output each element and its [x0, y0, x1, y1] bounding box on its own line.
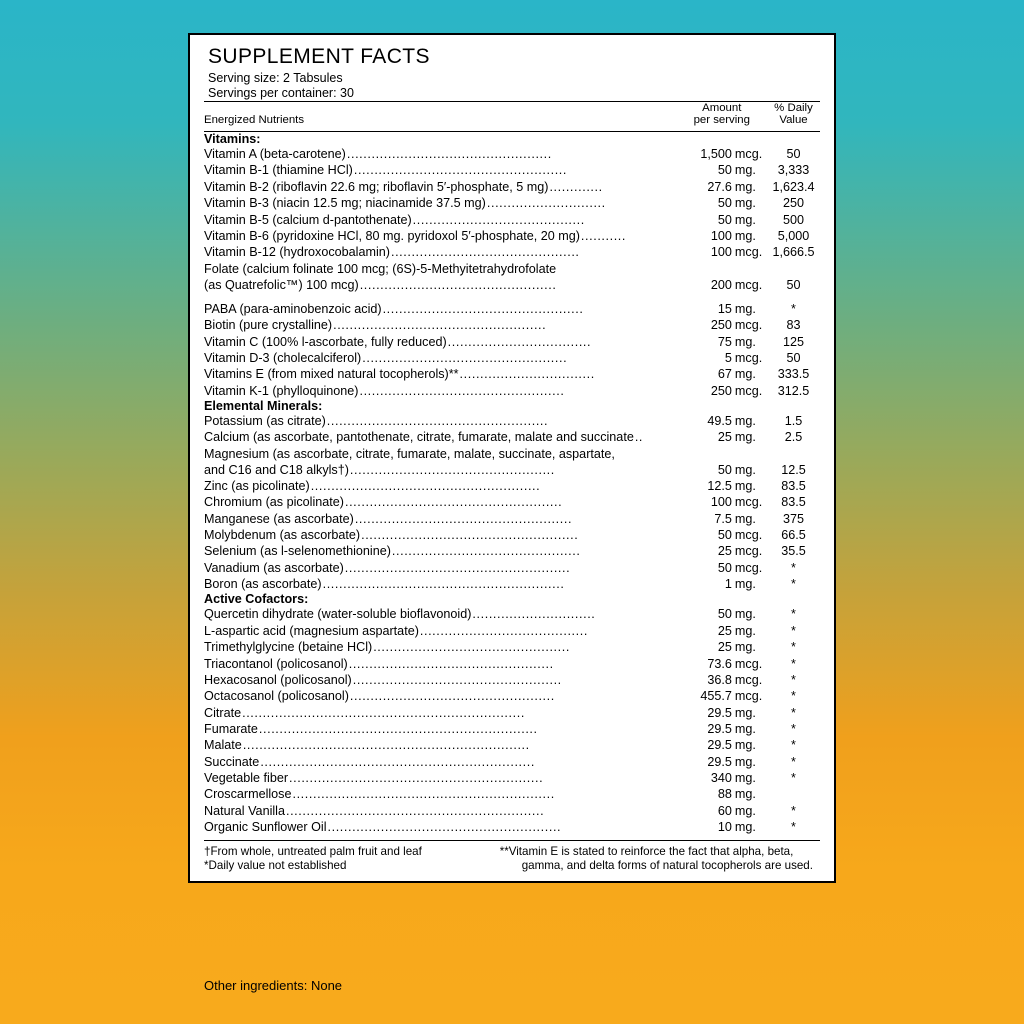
nutrient-amount: 25 [717, 640, 732, 655]
nutrient-amount: 7.5 [714, 511, 732, 526]
nutrient-name: Molybdenum (as ascorbate) [204, 528, 361, 543]
nutrient-name: Vitamin B-5 (calcium d-pantothenate) [204, 212, 412, 227]
nutrient-dv: * [791, 656, 796, 671]
nutrient-amount: 50 [717, 212, 732, 227]
nutrient-name: Vanadium (as ascorbate) [204, 560, 344, 575]
nutrient-unit: mcg. [734, 544, 763, 559]
nutrient-name: Octacosanol (policosanol) [204, 689, 349, 704]
table-row: Zinc (as picolinate)........................................................ 12.5 mg. 83.5 [204, 478, 820, 494]
section-heading: Vitamins: [204, 132, 261, 147]
nutrient-name: Vitamin K-1 (phylloquinone) [204, 383, 359, 398]
nutrient-name: Citrate [204, 705, 242, 720]
page-title: SUPPLEMENT FACTS [208, 45, 430, 68]
nutrient-amount: 5 [724, 350, 732, 365]
nutrient-dv: 3,333 [777, 163, 810, 178]
nutrient-dv: * [791, 607, 796, 622]
table-row: Biotin (pure crystalline).................................................... 250 mcg. 83 [204, 317, 820, 333]
nutrient-unit: mg. [734, 196, 756, 211]
nutrient-amount: 36.8 [707, 672, 732, 687]
nutrient-amount: 88 [717, 787, 732, 802]
nutrient-name: Trimethylglycine (betaine HCl) [204, 640, 373, 655]
footnote-daily-value: *Daily value not established [204, 858, 347, 872]
nutrient-unit: mg. [734, 179, 756, 194]
nutrient-amount: 73.6 [707, 656, 732, 671]
table-row [204, 261, 820, 277]
nutrient-unit: mg. [734, 738, 756, 753]
nutrient-amount: 10 [717, 820, 732, 835]
nutrient-dv: 2.5 [784, 430, 803, 445]
nutrient-amount: 50 [717, 163, 732, 178]
table-row: Vitamin B-5 (calcium d-pantothenate).......................................... 50 mg. 500 [204, 212, 820, 228]
nutrient-dv: 1.5 [784, 414, 803, 429]
table-row: Selenium (as l-selenomethionine).............................................. 25 mcg. 35.5 [204, 543, 820, 559]
nutrient-unit: mg. [734, 228, 756, 243]
nutrient-dv: * [791, 738, 796, 753]
nutrient-amount: 50 [717, 462, 732, 477]
nutrient-unit: mcg. [734, 350, 763, 365]
nutrient-dv: 83.5 [781, 495, 806, 510]
nutrient-dv: 50 [786, 277, 801, 292]
nutrient-name: Triacontanol (policosanol) [204, 656, 348, 671]
table-row: Triacontanol (policosanol).................................................. 73.6 mcg. * [204, 656, 820, 672]
nutrient-name: Vitamin B-1 (thiamine HCl) [204, 163, 353, 178]
nutrient-name: Croscarmellose [204, 787, 292, 802]
nutrient-unit: mg. [734, 367, 756, 382]
nutrient-unit: mcg. [734, 383, 763, 398]
nutrient-amount: 29.5 [707, 738, 732, 753]
nutrient-unit: mcg. [734, 318, 763, 333]
table-row: Succinate................................................................... 29.5 mg. * [204, 754, 820, 770]
facts-table [204, 101, 820, 841]
table-row: Organic Sunflower Oil......................................................... 10 mg. * [204, 819, 820, 835]
table-row: Fumarate.................................................................... 29.5 mg. * [204, 721, 820, 737]
nutrient-dv: * [791, 672, 796, 687]
table-row: Vitamin B-12 (hydroxocobalamin).............................................. 100 mcg. 1,666.5 [204, 244, 820, 260]
nutrient-amount: 250 [710, 383, 732, 398]
nutrient-amount: 50 [717, 196, 732, 211]
nutrient-amount: 67 [717, 367, 732, 382]
nutrient-name: Potassium (as citrate) [204, 414, 326, 429]
footnote-left [204, 845, 487, 873]
nutrient-unit: mg. [734, 623, 756, 638]
nutrient-dv: 500 [782, 212, 804, 227]
footnote-right [500, 845, 820, 873]
table-row: Chromium (as picolinate)..................................................... 100 mcg. 83.5 [204, 494, 820, 510]
table-row: Vitamin B-6 (pyridoxine HCl, 80 mg. pyridoxol 5′-phosphate, 20 mg)........... 100 mg. 5,000 [204, 228, 820, 244]
table-row: Vanadium (as ascorbate)....................................................... 50 mcg. * [204, 560, 820, 576]
nutrient-unit: mg. [734, 705, 756, 720]
nutrient-amount: 100 [710, 495, 732, 510]
nutrient-dv: 12.5 [781, 462, 806, 477]
nutrient-amount: 60 [717, 803, 732, 818]
nutrient-unit: mcg. [734, 656, 763, 671]
nutrient-dv: 83.5 [781, 478, 806, 493]
nutrient-name: Vitamin B-2 (riboflavin 22.6 mg; riboflavin 5′-phosphate, 5 mg) [204, 179, 549, 194]
nutrient-name: Vitamin A (beta-carotene) [204, 147, 346, 162]
nutrient-dv: 35.5 [781, 544, 806, 559]
table-row: L-aspartic acid (magnesium aspartate)......................................... 25 mg. * [204, 623, 820, 639]
table-row: Vitamin B-3 (niacin 12.5 mg; niacinamide 37.5 mg)............................. 50 mg. 250 [204, 195, 820, 211]
nutrient-dv: 5,000 [777, 228, 810, 243]
nutrient-dv: 375 [782, 511, 804, 526]
nutrient-name: Biotin (pure crystalline) [204, 318, 333, 333]
nutrient-amount: 50 [717, 607, 732, 622]
nutrient-name: Magnesium (as ascorbate, citrate, fumarate, malate, succinate, aspartate, [204, 446, 615, 461]
nutrient-name: Fumarate [204, 721, 258, 736]
servings-per-container-line [208, 86, 820, 101]
other-ingredients: Other ingredients: None [204, 978, 343, 993]
section-heading: Elemental Minerals: [204, 399, 323, 414]
nutrient-name: Organic Sunflower Oil [204, 820, 327, 835]
nutrient-dv: * [791, 705, 796, 720]
nutrient-name: Selenium (as l-selenomethionine) [204, 544, 391, 559]
nutrient-dv: * [791, 689, 796, 704]
nutrient-unit: mg. [734, 334, 756, 349]
nutrient-dv: * [791, 803, 796, 818]
nutrient-amount: 25 [717, 623, 732, 638]
nutrient-unit: mcg. [734, 245, 763, 260]
nutrient-name: Malate [204, 738, 242, 753]
nutrient-unit: mg. [734, 787, 756, 802]
nutrient-amount: 27.6 [707, 179, 732, 194]
servings-per-container-value: 30 [340, 85, 354, 100]
table-row: Vegetable fiber.............................................................. 340 mg. * [204, 770, 820, 786]
col-header-amount: Amount per serving [693, 101, 750, 126]
footnote-vitamin-e-l2: gamma, and delta forms of natural tocopherols are used. [521, 858, 813, 872]
nutrient-unit: mg. [734, 640, 756, 655]
nutrient-unit: mg. [734, 212, 756, 227]
table-row: and C16 and C18 alkyls†).................................................. 50 mg. 12.5 [204, 462, 820, 478]
nutrient-amount: 29.5 [707, 721, 732, 736]
nutrient-amount: 29.5 [707, 705, 732, 720]
nutrient-dv: 50 [786, 350, 801, 365]
table-row: Octacosanol (policosanol).................................................. 455.7 mcg. * [204, 688, 820, 704]
nutrient-unit: mg. [734, 430, 756, 445]
nutrient-dv: 250 [782, 196, 804, 211]
nutrient-name: PABA (para-aminobenzoic acid) [204, 301, 382, 316]
nutrient-name: L-aspartic acid (magnesium aspartate) [204, 623, 419, 638]
table-row: Molybdenum (as ascorbate)..................................................... 50 mcg. 66.5 [204, 527, 820, 543]
nutrient-amount: 29.5 [707, 754, 732, 769]
nutrient-unit: mg. [734, 771, 756, 786]
table-row: PABA (para-aminobenzoic acid)................................................. 15 mg. * [204, 301, 820, 317]
nutrient-unit: mg. [734, 577, 756, 592]
nutrient-amount: 250 [710, 318, 732, 333]
nutrient-dv: 1,666.5 [772, 245, 815, 260]
nutrient-unit: mg. [734, 478, 756, 493]
nutrient-name: Vitamin C (100% l-ascorbate, fully reduced) [204, 334, 447, 349]
nutrient-unit: mcg. [734, 528, 763, 543]
table-row: Potassium (as citrate)...................................................... 49.5 mg. 1.5 [204, 413, 820, 429]
nutrient-amount: 1 [724, 577, 732, 592]
nutrient-dv: * [791, 771, 796, 786]
nutrient-amount: 12.5 [707, 478, 732, 493]
nutrient-name: Natural Vanilla [204, 803, 285, 818]
table-header-row [204, 102, 820, 127]
nutrient-dv: * [791, 560, 796, 575]
nutrient-dv: * [791, 577, 796, 592]
nutrient-dv: 333.5 [777, 367, 810, 382]
table-row: Vitamin C (100% l-ascorbate, fully reduced)................................... 75 mg. 125 [204, 334, 820, 350]
nutrient-name: Chromium (as picolinate) [204, 495, 344, 510]
section-heading: Active Cofactors: [204, 592, 309, 607]
col-header-nutrients: Energized Nutrients [204, 113, 305, 126]
footnotes [204, 845, 820, 873]
nutrient-amount: 455.7 [700, 689, 732, 704]
table-row: Manganese (as ascorbate)..................................................... 7.5 mg. 375 [204, 511, 820, 527]
nutrient-name: Quercetin dihydrate (water-soluble bioflavonoid) [204, 607, 472, 622]
table-row: Malate...................................................................... 29.5 mg. * [204, 737, 820, 753]
table-row: Boron (as ascorbate)........................................................... 1 mg. * [204, 576, 820, 592]
nutrient-unit: mcg. [734, 495, 763, 510]
nutrient-unit: mg. [734, 511, 756, 526]
nutrient-dv: * [791, 640, 796, 655]
supplement-facts-panel [188, 33, 836, 883]
nutrient-unit: mg. [734, 462, 756, 477]
nutrient-name: Vegetable fiber [204, 771, 289, 786]
nutrient-amount: 25 [717, 430, 732, 445]
nutrient-name-cont: (as Quatrefolic™) 100 mcg) [204, 277, 359, 292]
nutrient-name: Vitamins E (from mixed natural tocopherols)** [204, 367, 459, 382]
nutrient-dv: 312.5 [777, 383, 810, 398]
table-row: Vitamin B-1 (thiamine HCl).................................................... 50 mg. 3,333 [204, 162, 820, 178]
nutrient-amount: 50 [717, 528, 732, 543]
table-row: Vitamin A (beta-carotene).................................................. 1,500 mcg. 50 [204, 146, 820, 162]
table-row: Calcium (as ascorbate, pantothenate, citrate, fumarate, malate and succinate.. 25 mg. 2.5 [204, 429, 820, 445]
table-row [204, 446, 820, 462]
table-row: Citrate..................................................................... 29.5 mg. * [204, 705, 820, 721]
nutrient-dv: 50 [786, 147, 801, 162]
nutrient-dv: 83 [786, 318, 801, 333]
nutrient-name: Calcium (as ascorbate, pantothenate, citrate, fumarate, malate and succinate [204, 430, 634, 445]
nutrient-unit: mg. [734, 721, 756, 736]
nutrient-unit: mg. [734, 414, 756, 429]
nutrient-amount: 340 [710, 771, 732, 786]
nutrient-name: Hexacosanol (policosanol) [204, 672, 352, 687]
table-row: Croscarmellose................................................................ 88 mg. [204, 786, 820, 802]
nutrient-dv: * [791, 754, 796, 769]
nutrient-amount: 25 [717, 544, 732, 559]
servings-per-container-label: Servings per container: [208, 85, 337, 100]
nutrient-unit: mg. [734, 301, 756, 316]
nutrient-unit: mg. [734, 803, 756, 818]
nutrient-name: Folate (calcium folinate 100 mcg; (6S)-5-Methyitetrahydrofolate [204, 261, 557, 276]
nutrient-name: Zinc (as picolinate) [204, 478, 310, 493]
nutrient-dv: 1,623.4 [772, 179, 815, 194]
nutrient-amount: 100 [710, 228, 732, 243]
nutrient-unit: mg. [734, 820, 756, 835]
table-row: Vitamin K-1 (phylloquinone).................................................. 250 mcg. 312.5 [204, 383, 820, 399]
nutrient-unit: mg. [734, 607, 756, 622]
nutrient-name: Manganese (as ascorbate) [204, 511, 354, 526]
nutrient-dv: 66.5 [781, 528, 806, 543]
nutrient-dv [767, 786, 820, 802]
table-row: Hexacosanol (policosanol)................................................... 36.8 mcg. * [204, 672, 820, 688]
nutrient-amount: 100 [710, 245, 732, 260]
table-row: Quercetin dihydrate (water-soluble bioflavonoid).............................. 50 mg. * [204, 606, 820, 622]
footnote-palm: †From whole, untreated palm fruit and leaf [204, 844, 422, 858]
nutrient-name: Succinate [204, 754, 260, 769]
nutrient-name: Vitamin B-12 (hydroxocobalamin) [204, 245, 390, 260]
table-row: Vitamin B-2 (riboflavin 22.6 mg; riboflavin 5′-phosphate, 5 mg)............. 27.6 mg. 1,623.4 [204, 179, 820, 195]
nutrient-amount: 200 [710, 277, 732, 292]
table-row: Vitamin D-3 (cholecalciferol).................................................. 5 mcg. 50 [204, 350, 820, 366]
serving-size-value: 2 Tabsules [283, 71, 343, 85]
table-row: Natural Vanilla............................................................... 60 mg. * [204, 803, 820, 819]
col-header-daily-value: % Daily Value [774, 101, 813, 126]
nutrient-unit: mcg. [734, 672, 763, 687]
nutrient-name-cont: and C16 and C18 alkyls†) [204, 462, 349, 477]
nutrient-unit: mcg. [734, 277, 763, 292]
table-row: Trimethylglycine (betaine HCl)................................................ 25 mg. * [204, 639, 820, 655]
nutrient-dv: * [791, 301, 796, 316]
nutrient-unit: mg. [734, 754, 756, 769]
nutrient-amount: 1,500 [700, 147, 732, 162]
nutrient-dv: * [791, 623, 796, 638]
nutrient-amount: 49.5 [707, 414, 732, 429]
nutrient-amount: 50 [717, 560, 732, 575]
nutrient-amount: 75 [717, 334, 732, 349]
table-row: Vitamins E (from mixed natural tocopherols)**................................. 67 mg. 333.5 [204, 366, 820, 382]
table-row: (as Quatrefolic™) 100 mcg)................................................ 200 mcg. 50 [204, 277, 820, 293]
nutrient-unit: mcg. [734, 560, 763, 575]
nutrient-dv: * [791, 820, 796, 835]
nutrient-amount: 15 [717, 301, 732, 316]
nutrient-unit: mcg. [734, 147, 763, 162]
nutrient-name: Vitamin D-3 (cholecalciferol) [204, 350, 362, 365]
nutrient-dv: * [791, 721, 796, 736]
nutrient-unit: mcg. [734, 689, 763, 704]
nutrient-name: Vitamin B-3 (niacin 12.5 mg; niacinamide 37.5 mg) [204, 196, 486, 211]
nutrient-dv: 125 [782, 334, 804, 349]
serving-size-label: Serving size: [208, 71, 280, 85]
nutrient-unit: mg. [734, 163, 756, 178]
nutrient-name: Boron (as ascorbate) [204, 577, 322, 592]
footnote-vitamin-e-l1: **Vitamin E is stated to reinforce the fact that alpha, beta, [499, 844, 794, 858]
nutrient-name: Vitamin B-6 (pyridoxine HCl, 80 mg. pyridoxol 5′-phosphate, 20 mg) [204, 228, 580, 243]
serving-size-line [208, 71, 820, 86]
